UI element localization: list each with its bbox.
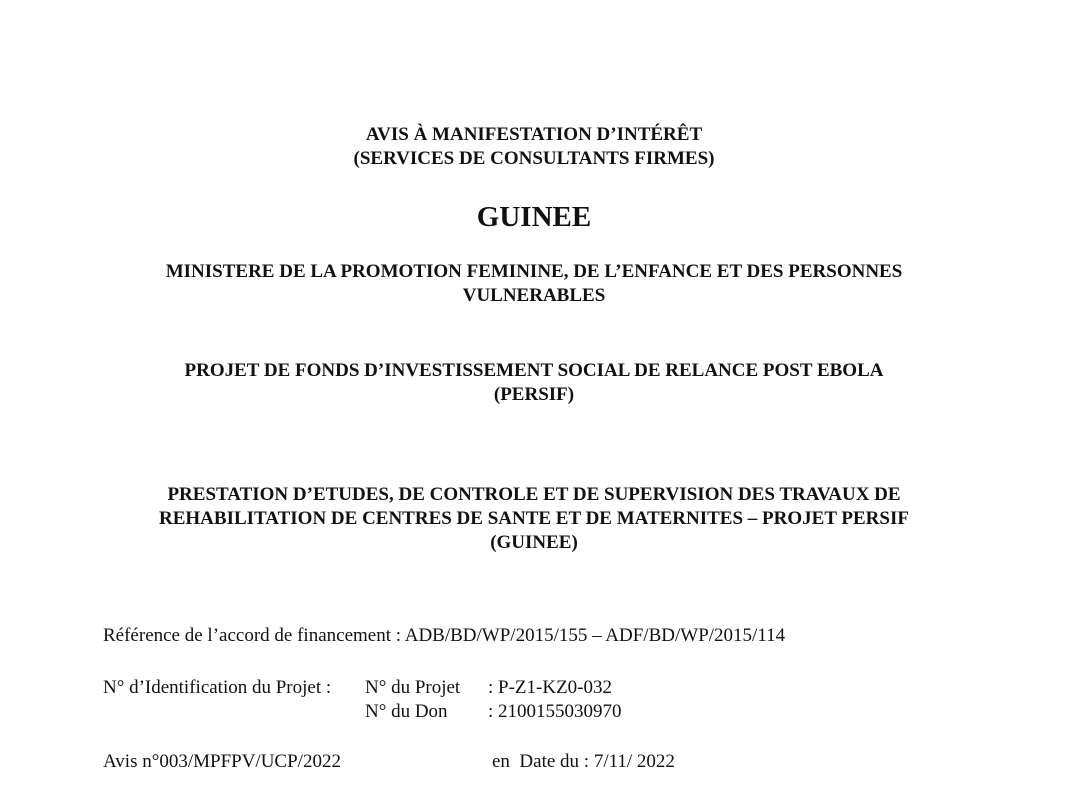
service-line3: (GUINEE) (490, 532, 578, 553)
notice-title-line1: AVIS À MANIFESTATION D’INTÉRÊT (365, 124, 703, 145)
ministry-line2: VULNERABLES (462, 285, 606, 306)
service-line1: PRESTATION D’ETUDES, DE CONTROLE ET DE SUPERVISION DES TRAVAUX DE (167, 484, 901, 505)
project-line1: PROJET DE FONDS D’INVESTISSEMENT SOCIAL DE RELANCE POST EBOLA (184, 360, 884, 381)
don-no-value: : 2100155030970 (488, 701, 622, 722)
financing-reference: Référence de l’accord de financement : ADB/BD/WP/2015/155 – ADF/BD/WP/2015/114 (103, 625, 786, 646)
notice-title (0, 123, 1068, 171)
project-no-label: N° du Projet (365, 677, 461, 698)
don-no-label: N° du Don (365, 701, 448, 722)
country-name: GUINEE (476, 201, 592, 233)
notice-title-line2: (SERVICES DE CONSULTANTS FIRMES) (353, 148, 715, 169)
country-heading (0, 200, 1068, 234)
service-line2: REHABILITATION DE CENTRES DE SANTE ET DE MATERNITES – PROJET PERSIF (159, 508, 909, 529)
project-heading (0, 359, 1068, 407)
ministry-heading (0, 260, 1068, 308)
project-no-value: : P-Z1-KZ0-032 (488, 677, 613, 698)
project-line2: (PERSIF) (493, 384, 575, 405)
service-heading (0, 483, 1068, 555)
notice-date: en Date du : 7/11/ 2022 (492, 751, 675, 772)
ministry-line1: MINISTERE DE LA PROMOTION FEMININE, DE L’ENFANCE ET DES PERSONNES (165, 261, 903, 282)
project-id-label: N° d’Identification du Projet : (103, 677, 332, 698)
notice-number: Avis n°003/MPFPV/UCP/2022 (103, 751, 341, 772)
